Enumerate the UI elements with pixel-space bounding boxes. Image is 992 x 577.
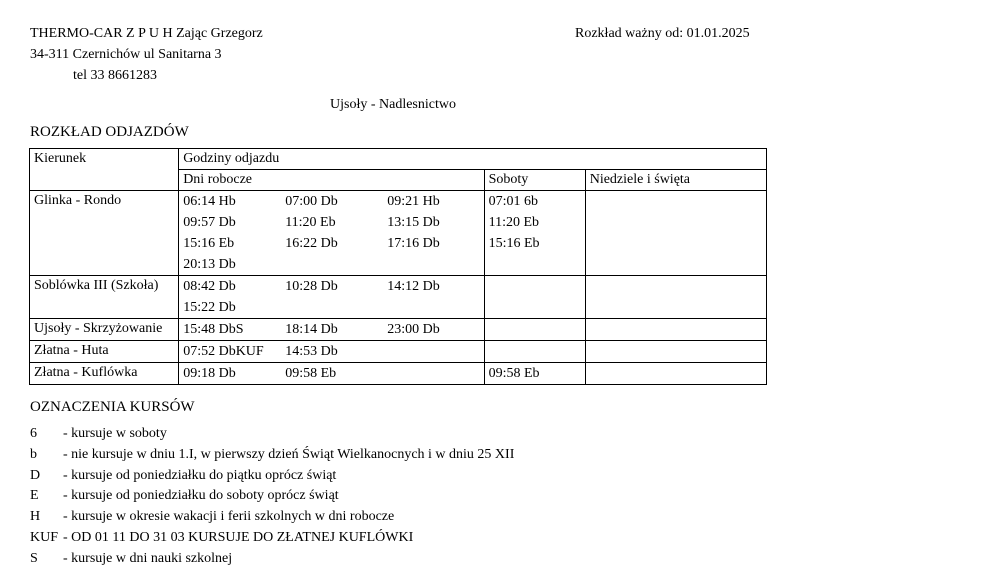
company-address: 34-311 Czernichów ul Sanitarna 3 [30, 47, 222, 62]
legend-item [30, 551, 232, 567]
departure-time: 09:18 Db [183, 366, 236, 381]
departure-time: 15:16 Eb [183, 236, 235, 251]
legend-text: - kursuje od poniedziałku do soboty oprócz świąt [63, 488, 339, 504]
departure-time: 18:14 Db [285, 322, 338, 337]
workdays-cell [179, 341, 484, 363]
departure-time: 11:20 Eb [285, 215, 336, 230]
departure-time: 09:57 Db [183, 215, 236, 230]
departure-time: 16:22 Db [285, 236, 338, 251]
direction-cell: Soblówka III (Szkoła) [30, 276, 179, 319]
legend-code: 6 [30, 426, 37, 441]
legend-code: E [30, 488, 39, 504]
legend-text: - kursuje od poniedziałku do piątku oprócz świąt [63, 467, 337, 483]
table-row [30, 191, 767, 276]
saturdays-cell [484, 341, 585, 363]
direction-cell: Złatna - Huta [30, 341, 179, 363]
departure-time: 14:12 Db [387, 279, 440, 294]
valid-from-date: Rozkład ważny od: 01.01.2025 [575, 26, 750, 41]
departure-time: 07:52 DbKUF [183, 344, 264, 359]
company-phone: tel 33 8661283 [73, 68, 157, 83]
direction-cell: Glinka - Rondo [30, 191, 179, 276]
departure-time: 15:22 Db [183, 300, 236, 315]
workdays-cell [179, 363, 484, 385]
saturdays-cell [484, 191, 585, 276]
table-row [30, 276, 767, 319]
legend-text: - kursuje w okresie wakacji i ferii szkolnych w dni robocze [63, 509, 395, 525]
departure-time: 09:21 Hb [387, 194, 440, 209]
legend-item [30, 509, 394, 525]
legend-code: b [30, 446, 37, 462]
header-direction: Kierunek [30, 149, 179, 191]
departure-time: 13:15 Db [387, 215, 440, 230]
sundays-cell [585, 276, 766, 319]
table-row [30, 341, 767, 363]
legend-item [30, 447, 514, 463]
company-name: THERMO-CAR Z P U H Zając Grzegorz [30, 26, 263, 41]
departure-time: 06:14 Hb [183, 194, 236, 209]
legend-item [30, 488, 339, 504]
header-workdays: Dni robocze [179, 170, 484, 191]
workdays-cell [179, 191, 484, 276]
header-saturdays: Soboty [484, 170, 585, 191]
departure-time: 23:00 Db [387, 322, 440, 337]
legend-code: KUF [30, 530, 59, 545]
legend-text: - nie kursuje w dniu 1.I, w pierwszy dzień Świąt Wielkanocnych i w dniu 25 XII [63, 446, 515, 462]
saturdays-cell [484, 276, 585, 319]
departure-time: 07:01 6b [488, 194, 538, 209]
direction-cell: Ujsoły - Skrzyżowanie [30, 319, 179, 341]
departure-time: 10:28 Db [285, 279, 338, 294]
direction-cell: Złatna - Kuflówka [30, 363, 179, 385]
workdays-cell [179, 276, 484, 319]
header-sundays: Niedziele i święta [585, 170, 766, 191]
timetable [29, 148, 767, 385]
departure-time: 08:42 Db [183, 279, 236, 294]
legend-code: S [30, 550, 38, 566]
departure-time: 09:58 Eb [285, 366, 337, 381]
sundays-cell [585, 363, 766, 385]
legend-text: - OD 01 11 DO 31 03 KURSUJE DO ZŁATNEJ KUFLÓWKI [63, 530, 414, 545]
departure-time: 07:00 Db [285, 194, 338, 209]
table-row [30, 319, 767, 341]
legend-item [30, 530, 413, 546]
sundays-cell [585, 341, 766, 363]
route-title: Ujsoły - Nadlesnictwo [330, 97, 456, 112]
saturdays-cell [484, 363, 585, 385]
legend-item [30, 468, 336, 484]
departure-time: 17:16 Db [387, 236, 440, 251]
section-title: ROZKŁAD ODJAZDÓW [30, 124, 189, 140]
departure-time: 15:16 Eb [488, 236, 540, 251]
saturdays-cell [484, 319, 585, 341]
legend-code: D [30, 467, 41, 483]
departure-time: 20:13 Db [183, 257, 236, 272]
workdays-cell [179, 319, 484, 341]
timetable-body [30, 191, 767, 385]
departure-time: 11:20 Eb [488, 215, 540, 230]
legend-item [30, 426, 167, 442]
sundays-cell [585, 319, 766, 341]
legend-title: OZNACZENIA KURSÓW [30, 399, 195, 415]
sundays-cell [585, 191, 766, 276]
departure-time: 15:48 DbS [183, 322, 244, 337]
table-row [30, 363, 767, 385]
header-row [30, 149, 767, 170]
departure-time: 09:58 Eb [488, 366, 540, 381]
departure-time: 14:53 Db [285, 344, 338, 359]
legend-text: - kursuje w dni nauki szkolnej [63, 550, 233, 566]
header-departures: Godziny odjazdu [179, 149, 767, 170]
legend-text: - kursuje w soboty [63, 426, 167, 441]
legend-code: H [30, 509, 41, 525]
